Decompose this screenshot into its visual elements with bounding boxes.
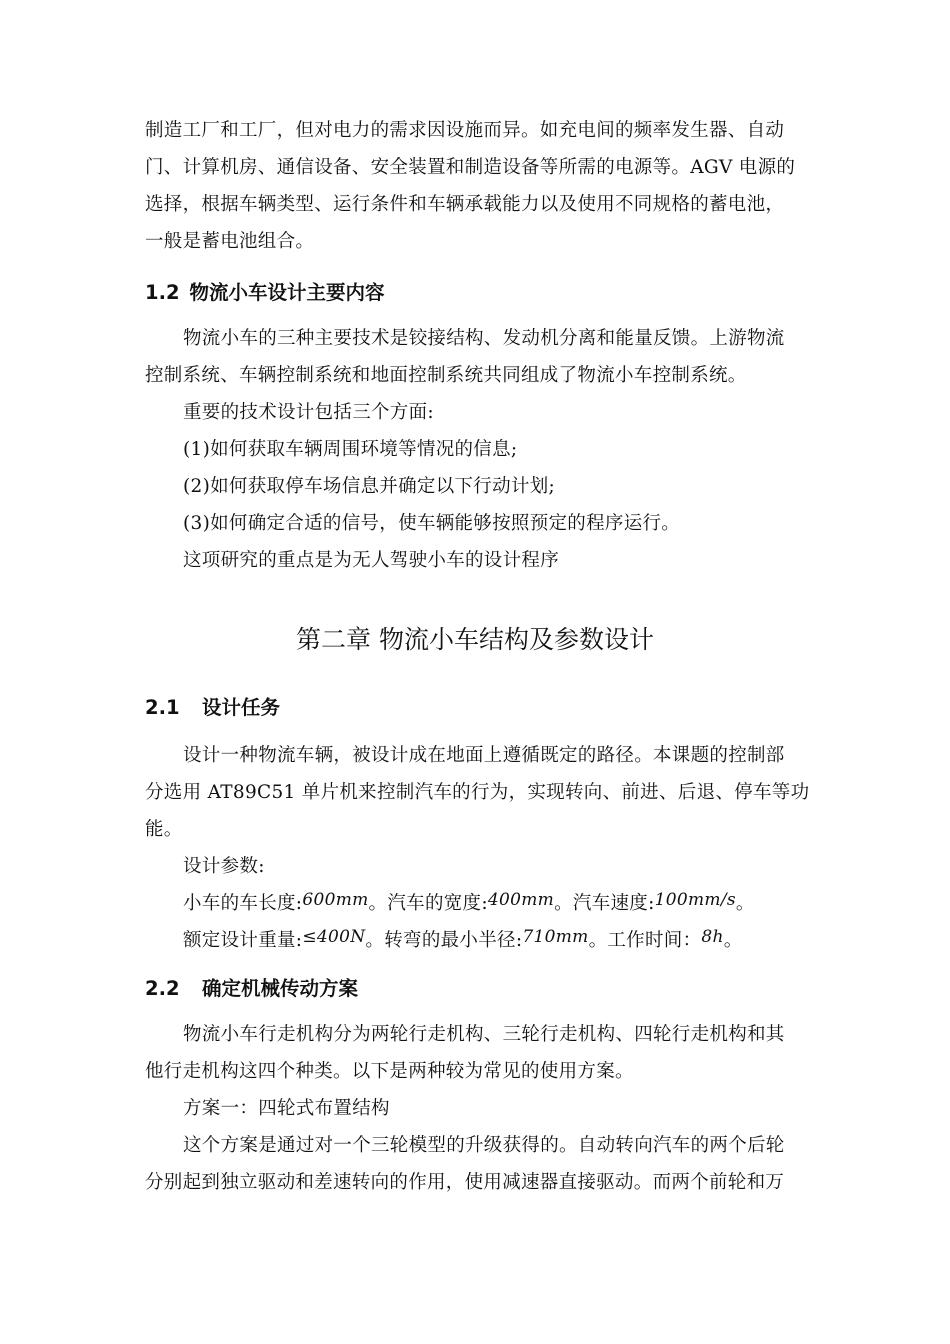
section-title: 设计任务 [202, 696, 281, 719]
s1-2-para-line-1: 物流小车的三种主要技术是铰接结构、发动机分离和能量反馈。上游物流 [183, 328, 785, 349]
s1-2-item-3: (3)如何确定合适的信号，使车辆能够按照预定的程序运行。 [183, 513, 681, 534]
radius-label: 。转弯的最小半径: [365, 930, 523, 951]
row-end: 。 [723, 930, 743, 951]
s1-2-para-line-2: 控制系统、车辆控制系统和地面控制系统共同组成了物流小车控制系统。 [145, 365, 747, 386]
section-number: 1.2 [145, 281, 180, 304]
section-number: 2.1 [145, 696, 180, 719]
intro-line-2: 门、计算机房、通信设备、安全装置和制造设备等所需的电源等。AGV 电源的 [145, 157, 796, 178]
intro-line-3: 选择，根据车辆类型、运行条件和车辆承载能力以及使用不同规格的蓄电池， [145, 194, 785, 215]
weight-label: 额定设计重量: [183, 930, 303, 951]
section-number: 2.2 [145, 977, 180, 1000]
s1-2-item-2: (2)如何获取停车场信息并确定以下行动计划; [183, 476, 556, 497]
time-label: 。工作时间： [588, 930, 702, 951]
time-value: 8h [701, 927, 724, 947]
weight-value: ≤400N [302, 927, 366, 947]
length-label: 小车的车长度: [183, 893, 303, 914]
speed-value: 100mm/s [654, 890, 736, 910]
length-value: 600mm [302, 890, 369, 910]
s2-1-params-label: 设计参数: [183, 856, 265, 877]
s2-1-param-row-2 [183, 922, 848, 960]
chapter-title: 第二章 物流小车结构及参数设计 [296, 625, 654, 654]
s2-2-para2-line-1: 这个方案是通过对一个三轮模型的升级获得的。自动转向汽车的两个后轮 [183, 1135, 785, 1156]
s1-2-closing: 这项研究的重点是为无人驾驶小车的设计程序 [183, 550, 560, 571]
s2-1-para-line-1: 设计一种物流车辆，被设计成在地面上遵循既定的路径。本课题的控制部 [183, 745, 785, 766]
section-title: 确定机械传动方案 [202, 977, 359, 1000]
s1-2-item-1: (1)如何获取车辆周围环境等情况的信息; [183, 439, 518, 460]
s2-1-para-line-2: 分选用 AT89C51 单片机来控制汽车的行为，实现转向、前进、后退、停车等功 [145, 782, 810, 803]
width-value: 400mm [487, 890, 555, 910]
s2-1-param-row-1 [183, 885, 848, 923]
section-heading-2-2 [145, 973, 358, 1001]
section-heading-1-2 [145, 277, 385, 305]
s2-1-para-line-3: 能。 [145, 819, 183, 840]
speed-label: 。汽车速度: [554, 893, 655, 914]
section-title: 物流小车设计主要内容 [189, 281, 385, 304]
intro-line-4: 一般是蓄电池组合。 [145, 231, 315, 252]
s2-2-scheme-1: 方案一：四轮式布置结构 [183, 1098, 390, 1119]
s2-2-para-line-2: 他行走机构这四个种类。以下是两种较为常见的使用方案。 [145, 1061, 634, 1082]
s2-2-para-line-1: 物流小车行走机构分为两轮行走机构、三轮行走机构、四轮行走机构和其 [183, 1024, 785, 1045]
s1-2-intro-line: 重要的技术设计包括三个方面: [183, 402, 434, 423]
width-label: 。汽车的宽度: [368, 893, 488, 914]
intro-line-1: 制造工厂和工厂，但对电力的需求因设施而异。如充电间的频率发生器、自动 [145, 120, 785, 141]
radius-value: 710mm [522, 927, 589, 947]
row-end: 。 [735, 893, 755, 914]
section-heading-2-1 [145, 692, 280, 720]
s2-2-para2-line-2: 分别起到独立驱动和差速转向的作用，使用减速器直接驱动。而两个前轮和万 [145, 1172, 785, 1193]
